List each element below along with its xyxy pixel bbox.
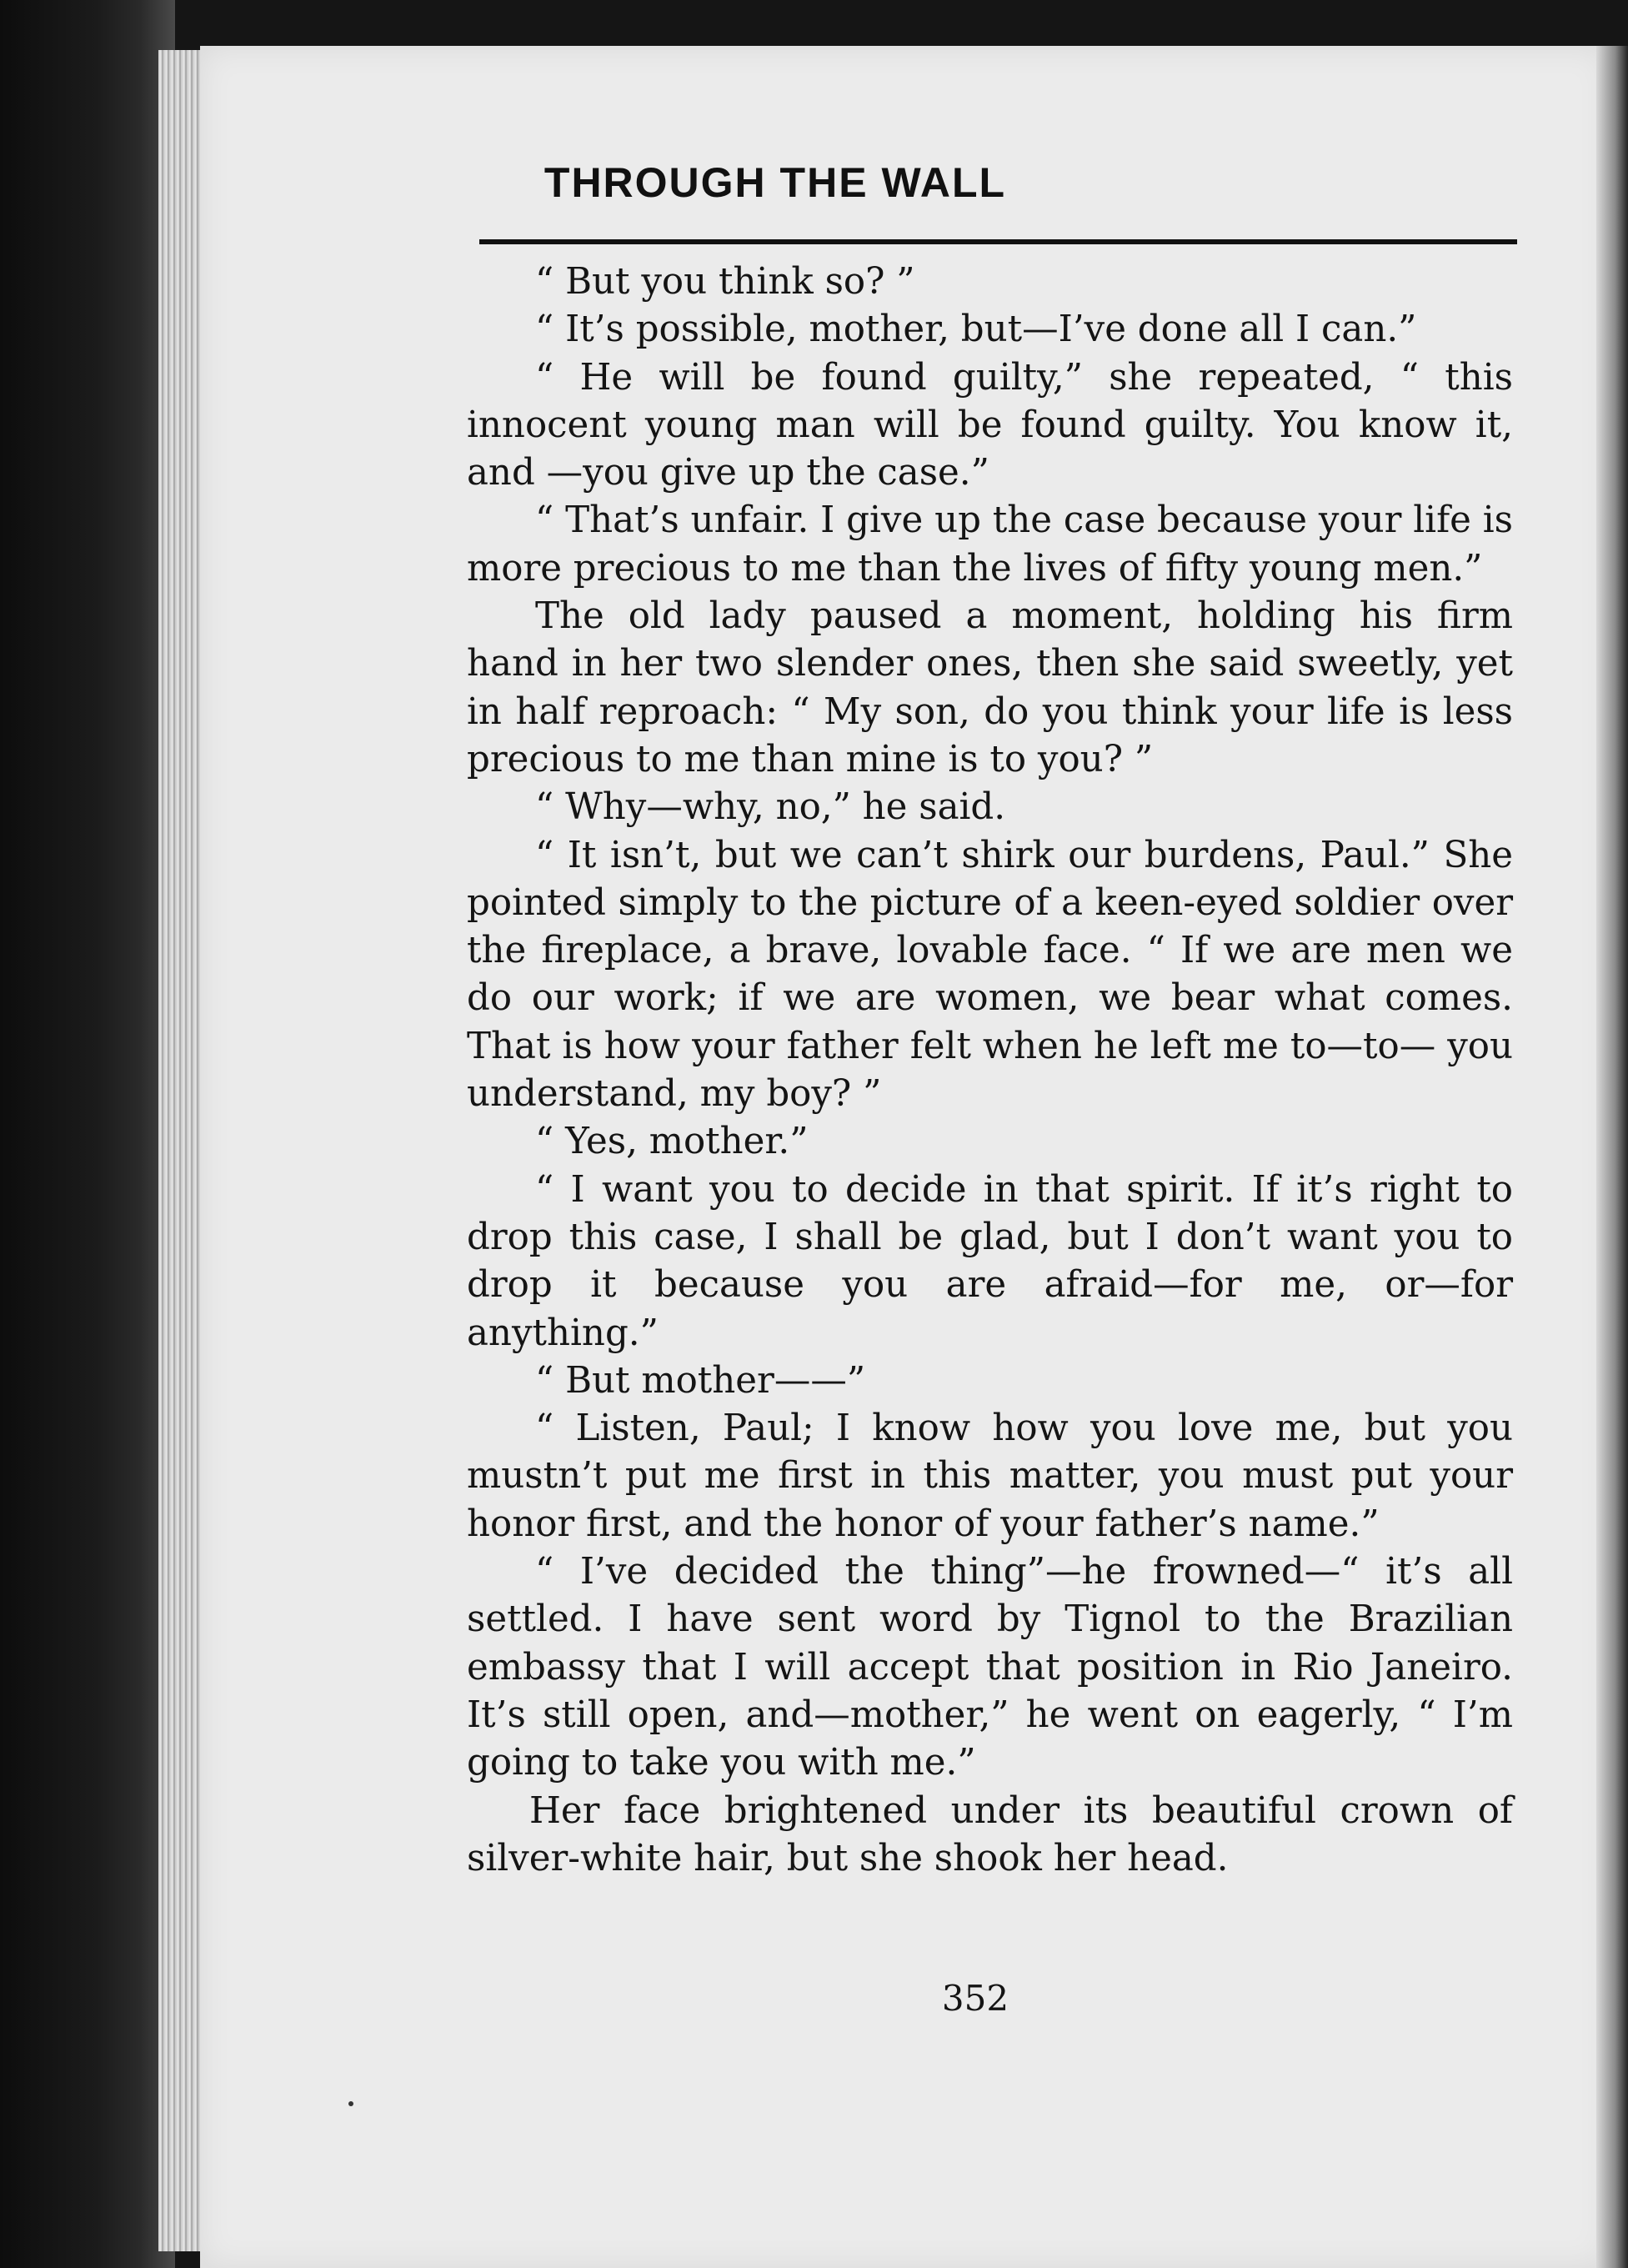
paragraph: The old lady paused a moment, holding his firm hand in her two slender ones, then she said sweetly, yet in half reproach: “ My son, do you think your life is less precious to me than mine is to you? ” bbox=[467, 595, 1513, 780]
book-spine bbox=[0, 0, 175, 2268]
paragraph: “ It’s possible, mother, but—I’ve done all I can.” bbox=[535, 309, 1417, 351]
scan-speck bbox=[348, 2101, 353, 2106]
paragraph: “ He will be found guilty,” she repeated, “ this innocent young man will be found guilty. You know it, and —you give up the case.” bbox=[467, 356, 1513, 494]
paragraph: “ But you think so? ” bbox=[535, 261, 915, 303]
paragraph: “ Listen, Paul; I know how you love me, but you mustn’t put me first in this matter, you must put your honor first, and the honor of your father’s name.” bbox=[467, 1407, 1513, 1545]
header-rule bbox=[479, 239, 1517, 244]
paragraph: “ Why—why, no,” he said. bbox=[535, 786, 1006, 829]
paragraph: “ I’ve decided the thing”—he frowned—“ it’s all settled. I have sent word by Tignol to the Brazilian embassy that I will accept that position in Rio Janeiro. It’s still open, and—mother,” he went on eagerly, “ I’m going to take you with me.” bbox=[467, 1551, 1513, 1784]
running-title: THROUGH THE WALL bbox=[544, 159, 1007, 206]
page-right-edge bbox=[1596, 46, 1628, 2268]
body-text bbox=[467, 258, 1513, 1883]
paragraph: “ I want you to decide in that spirit. If it’s right to drop this case, I shall be glad, but I don’t want you to drop it because you are afraid—for me, or—for anything.” bbox=[467, 1168, 1513, 1354]
paragraph: “ Yes, mother.” bbox=[535, 1121, 809, 1163]
paragraph: “ That’s unfair. I give up the case because your life is more precious to me than the lives of fifty young men.” bbox=[467, 499, 1513, 590]
page-number: 352 bbox=[941, 1978, 1009, 2019]
paragraph: Her face brightened under its beautiful crown of silver-white hair, but she shook her head. bbox=[467, 1789, 1513, 1879]
paragraph: “ It isn’t, but we can’t shirk our burdens, Paul.” She pointed simply to the picture of a keen-eyed soldier over the fireplace, a brave, lovable face. “ If we are men we do our work; if we are women, we bear what comes. That is how your father felt when he left me to—to— you understand, my boy? ” bbox=[467, 834, 1513, 1116]
paragraph: “ But mother——” bbox=[535, 1359, 866, 1402]
